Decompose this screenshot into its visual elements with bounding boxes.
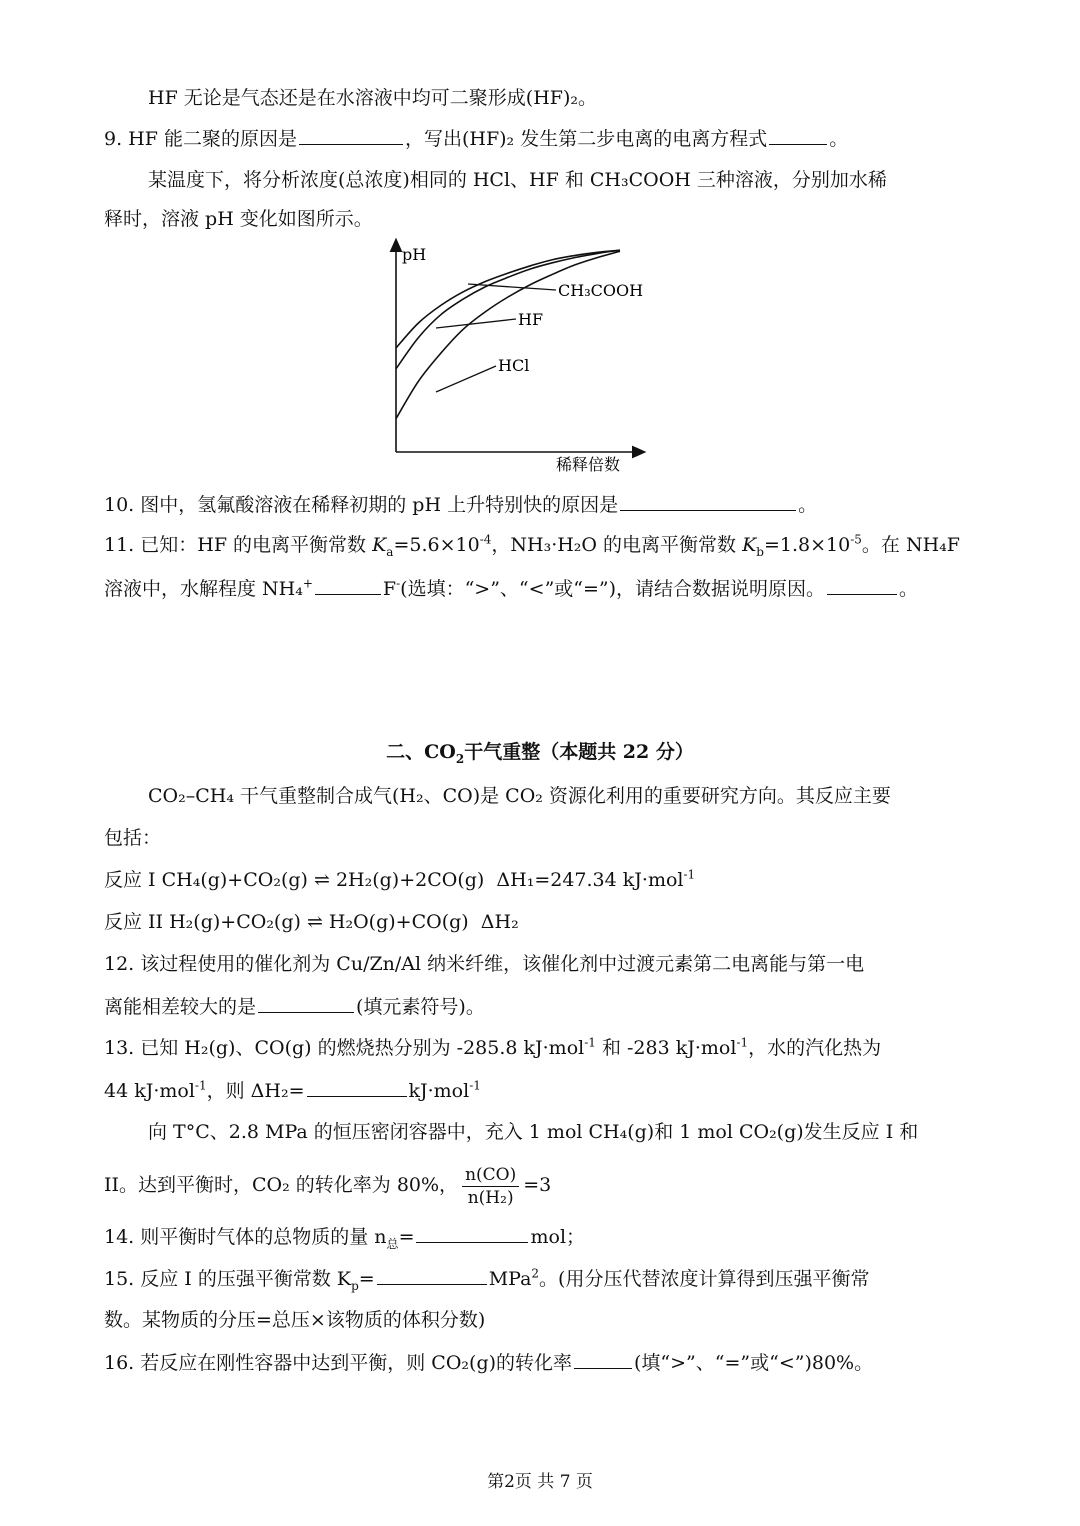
leader-ch3cooh bbox=[468, 284, 556, 290]
q16-blank[interactable] bbox=[574, 1348, 632, 1369]
kb-subscript: b bbox=[756, 544, 764, 559]
q11-text-g: 。 bbox=[899, 578, 919, 600]
q13-exp-1: -1 bbox=[584, 1035, 596, 1050]
dilution-intro-line-1: 某温度下，将分析浓度(总浓度)相同的 HCl、HF 和 CH₃COOH 三种溶液，分别加水稀 bbox=[148, 169, 887, 191]
equilibrium-intro-line-1: 向 T°C、2.8 MPa 的恒压密闭容器中，充入 1 mol CH₄(g)和 1 mol CO₂(g)发生反应 I 和 bbox=[148, 1121, 919, 1143]
fraction-denominator: n(H₂) bbox=[467, 1187, 514, 1208]
q15-text-a: 15. 反应 I 的压强平衡常数 K bbox=[104, 1268, 352, 1290]
q13-text-b2: ，则 ΔH₂= bbox=[206, 1080, 305, 1102]
legend-label-hf: HF bbox=[518, 310, 544, 329]
q14-text-b: = bbox=[398, 1226, 415, 1248]
q13-exp-3: -1 bbox=[194, 1078, 207, 1093]
leader-hcl bbox=[436, 366, 496, 392]
f-charge: - bbox=[396, 576, 401, 591]
q11-text-e: F bbox=[382, 578, 397, 600]
q10-text-b: 。 bbox=[798, 494, 818, 516]
q9-blank-2[interactable] bbox=[769, 124, 827, 145]
q13-text-a: 13. 已知 H₂(g)、CO(g) 的燃烧热分别为 -285.8 kJ·mol bbox=[104, 1037, 585, 1059]
q13-text-a2: 和 -283 kJ·mol bbox=[595, 1037, 737, 1059]
ka-exponent: -4 bbox=[479, 532, 492, 547]
q10-text-a: 10. 图中，氢氟酸溶液在稀释初期的 pH 上升特别快的原因是 bbox=[104, 494, 619, 516]
q11-text-f: (选填：“>”、“<”或“=”)，请结合数据说明原因。 bbox=[400, 578, 826, 600]
q11-blank-2[interactable] bbox=[827, 574, 897, 595]
q14-text-a: 14. 则平衡时气体的总物质的量 n bbox=[104, 1226, 387, 1248]
q15-subscript: p bbox=[351, 1278, 359, 1293]
reaction-1 bbox=[104, 866, 695, 894]
reaction-1-equation: CH₄(g)+CO₂(g) ⇌ 2H₂(g)+2CO(g) bbox=[161, 869, 485, 891]
q15-text-b: = bbox=[358, 1268, 375, 1290]
ka-symbol: K bbox=[372, 534, 387, 556]
q12-text-c: (填元素符号)。 bbox=[356, 996, 485, 1018]
question-11-line-1 bbox=[104, 531, 960, 559]
ka-value: =5.6×10 bbox=[393, 534, 480, 556]
q15-text-c: MPa bbox=[488, 1268, 532, 1290]
question-15-line-1 bbox=[104, 1264, 869, 1293]
hf-dimer-statement: HF 无论是气态还是在水溶液中均可二聚形成(HF)₂。 bbox=[148, 87, 597, 109]
leader-hf bbox=[436, 319, 516, 328]
y-axis-label: pH bbox=[402, 245, 427, 264]
ratio-fraction bbox=[462, 1164, 519, 1209]
question-16 bbox=[104, 1348, 873, 1377]
section-2-co2: CO bbox=[424, 741, 456, 763]
section-2-heading bbox=[0, 738, 1080, 766]
question-10 bbox=[104, 490, 817, 519]
nh4-charge: + bbox=[302, 576, 313, 591]
q13-text-a3: ，水的汽化热为 bbox=[748, 1037, 882, 1059]
question-13-line-2 bbox=[104, 1076, 481, 1105]
series-line-hcl bbox=[396, 251, 620, 418]
question-14 bbox=[104, 1222, 585, 1251]
q12-blank[interactable] bbox=[258, 992, 354, 1013]
reaction-2-enthalpy: ΔH₂ bbox=[480, 911, 519, 933]
q9-text-b: ，写出(HF)₂ 发生第二步电离的电离方程式 bbox=[404, 128, 768, 150]
q15-blank[interactable] bbox=[377, 1264, 487, 1285]
legend-label-hcl: HCl bbox=[498, 356, 530, 375]
series-line-hf bbox=[396, 250, 620, 369]
dilution-intro-line-2: 释时，溶液 pH 变化如图所示。 bbox=[104, 208, 373, 230]
reaction-2 bbox=[104, 908, 519, 936]
q15-exp: 2 bbox=[531, 1266, 540, 1281]
q11-blank-1[interactable] bbox=[315, 574, 381, 595]
legend-label-ch3cooh: CH₃COOH bbox=[558, 281, 644, 300]
reaction-1-enthalpy: ΔH₁=247.34 kJ·mol bbox=[496, 869, 684, 891]
question-12-line-2 bbox=[104, 992, 485, 1021]
x-axis-label: 稀释倍数 bbox=[556, 455, 621, 474]
reaction-1-enthalpy-exp: -1 bbox=[683, 867, 696, 882]
kb-exponent: -5 bbox=[850, 532, 862, 547]
page-footer: 第2页 共 7 页 bbox=[487, 1472, 593, 1492]
question-13-line-1 bbox=[104, 1034, 881, 1062]
equilibrium-intro-line-2 bbox=[104, 1160, 551, 1210]
q13-exp-2: -1 bbox=[736, 1035, 749, 1050]
q15-text-d: 。(用分压代替浓度计算得到压强平衡常 bbox=[539, 1268, 870, 1290]
q13-blank[interactable] bbox=[307, 1076, 407, 1097]
q11-text-d: 溶液中，水解程度 NH₄ bbox=[104, 578, 303, 600]
question-15-line-2: 数。某物质的分压=总压×该物质的体积分数) bbox=[104, 1309, 486, 1331]
ka-subscript: a bbox=[386, 544, 394, 559]
question-9 bbox=[104, 124, 848, 153]
reaction-2-label: 反应 II bbox=[104, 911, 164, 933]
section-2-co2-sub: 2 bbox=[455, 751, 465, 766]
ratio-value: =3 bbox=[523, 1174, 552, 1196]
q12-text-b: 离能相差较大的是 bbox=[104, 996, 257, 1018]
dry-reforming-intro-line-1: CO₂–CH₄ 干气重整制合成气(H₂、CO)是 CO₂ 资源化利用的重要研究方向。其反应主要 bbox=[148, 785, 891, 807]
series-line-ch3cooh bbox=[396, 250, 620, 348]
q10-blank[interactable] bbox=[620, 490, 796, 511]
q14-text-c: mol； bbox=[530, 1226, 586, 1248]
section-2-title-rest: 干气重整（本题共 22 分） bbox=[464, 741, 694, 763]
fraction-numerator: n(CO) bbox=[462, 1164, 519, 1187]
question-12-line-1: 12. 该过程使用的催化剂为 Cu/Zn/Al 纳米纤维，该催化剂中过渡元素第二电离能与第一电 bbox=[104, 953, 865, 975]
q9-blank-1[interactable] bbox=[299, 124, 403, 145]
q16-text-b: (填“>”、“=”或“<”)80%。 bbox=[634, 1352, 874, 1374]
q16-text-a: 16. 若反应在刚性容器中达到平衡，则 CO₂(g)的转化率 bbox=[104, 1352, 573, 1374]
q9-text-c: 。 bbox=[829, 128, 849, 150]
q14-blank[interactable] bbox=[416, 1222, 528, 1243]
q13-exp-4: -1 bbox=[469, 1078, 481, 1093]
q11-text-c: 。在 NH₄F bbox=[861, 534, 960, 556]
q11-text-a: 11. 已知：HF 的电离平衡常数 bbox=[104, 534, 373, 556]
reaction-2-equation: H₂(g)+CO₂(g) ⇌ H₂O(g)+CO(g) bbox=[169, 911, 469, 933]
q13-text-c: kJ·mol bbox=[408, 1080, 470, 1102]
question-11-line-2 bbox=[104, 574, 918, 603]
q13-text-b: 44 kJ·mol bbox=[104, 1080, 195, 1102]
kb-symbol: K bbox=[742, 534, 757, 556]
section-2-prefix: 二、 bbox=[386, 741, 425, 763]
q11-text-b: ，NH₃·H₂O 的电离平衡常数 bbox=[491, 534, 743, 556]
dry-reforming-intro-line-2: 包括： bbox=[104, 827, 162, 849]
equilibrium-text: II。达到平衡时，CO₂ 的转化率为 80%， bbox=[104, 1174, 459, 1196]
q9-text-a: 9. HF 能二聚的原因是 bbox=[104, 128, 297, 150]
kb-value: =1.8×10 bbox=[763, 534, 851, 556]
q14-subscript: 总 bbox=[386, 1236, 399, 1251]
reaction-1-label: 反应 I bbox=[104, 869, 156, 891]
